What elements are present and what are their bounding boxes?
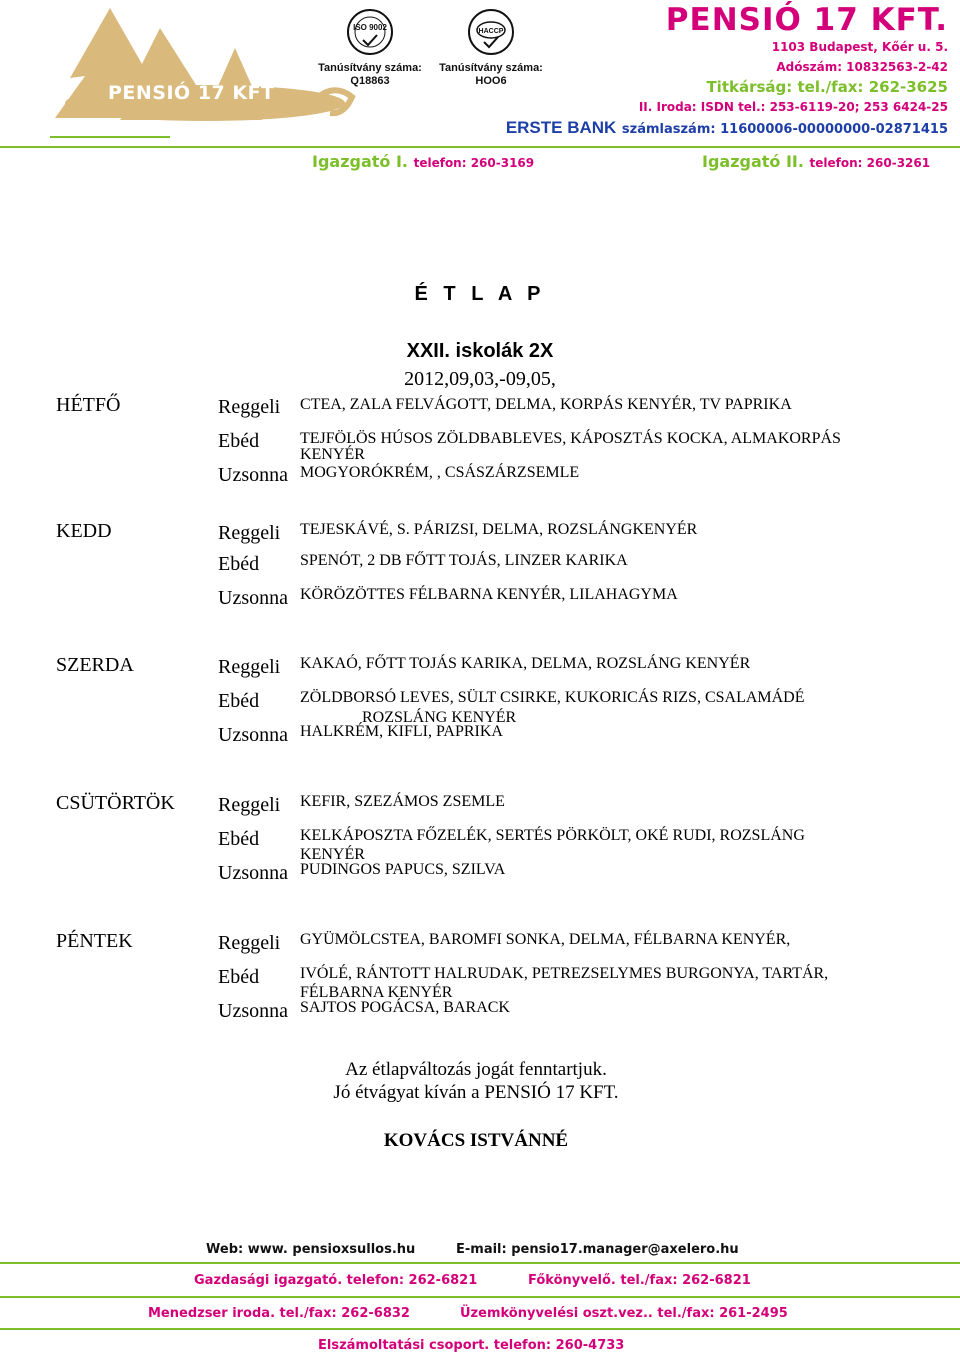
meal-label: Reggeli [218, 656, 281, 678]
footer-accountant: Főkönyvelő. tel./fax: 262-6821 [528, 1273, 751, 1288]
meal-item: KELKÁPOSZTA FŐZELÉK, SERTÉS PÖRKÖLT, OKÉ RUDI, ROZSLÁNG [300, 827, 805, 844]
meal-label: Reggeli [218, 396, 281, 418]
meal-item: ZÖLDBORSÓ LEVES, SÜLT CSIRKE, KUKORICÁS RIZS, CSALAMÁDÉ [300, 689, 805, 706]
footer-econ-director: Gazdasági igazgató. telefon: 262-6821 [194, 1273, 478, 1288]
bon-appetit-note: Jó étvágyat kíván a PENSIÓ 17 KFT. [333, 1082, 619, 1103]
director-1-title: Igazgató I. [312, 152, 409, 171]
haccp-certificate [436, 8, 546, 88]
day-name: SZERDA [56, 654, 134, 676]
meal-label: Reggeli [218, 794, 281, 816]
footer-divider [0, 1296, 960, 1298]
footer-plant-accounting: Üzemkönyvelési oszt.vez.. tel./fax: 261-2495 [460, 1306, 788, 1321]
day-name: HÉTFŐ [56, 394, 121, 416]
meal-item-overflow: ROZSLÁNG KENYÉR [362, 709, 517, 726]
meal-item: PUDINGOS PAPUCS, SZILVA [300, 861, 506, 878]
director-2 [702, 152, 930, 171]
meal-item: KEFIR, SZEZÁMOS ZSEMLE [300, 793, 505, 810]
meal-label: Ebéd [218, 690, 260, 712]
meal-label: Uzsonna [218, 464, 288, 486]
office-phone: II. Iroda: ISDN tel.: 253-6119-20; 253 6424-25 [638, 100, 948, 114]
header-divider [0, 146, 960, 148]
menu-change-note: Az étlapváltozás jogát fenntartjuk. [345, 1059, 607, 1080]
meal-label: Uzsonna [218, 862, 288, 884]
meal-item: MOGYORÓKRÉM, , CSÁSZÁRZSEMLE [300, 464, 580, 481]
footer-billing-group: Elszámoltatási csoport. telefon: 260-4733 [318, 1338, 625, 1353]
meal-item-overflow: KENYÉR [300, 846, 365, 863]
iso-certificate [315, 8, 425, 88]
tax-id: Adószám: 10832563-2-42 [776, 60, 948, 74]
meal-item: CTEA, ZALA FELVÁGOTT, DELMA, KORPÁS KENYÉR, TV PAPRIKA [300, 396, 792, 413]
company-address: 1103 Budapest, Kőér u. 5. [771, 40, 948, 54]
meal-item: SAJTOS POGÁCSA, BARACK [300, 999, 510, 1016]
iso-badge-text: ISO 9002 [353, 23, 387, 32]
meal-label: Ebéd [218, 430, 260, 452]
meal-label: Ebéd [218, 553, 260, 575]
meal-item: HALKRÉM, KIFLI, PAPRIKA [300, 723, 503, 740]
day-name: PÉNTEK [56, 930, 133, 952]
menu-subtitle: XXII. iskolák 2X [406, 340, 554, 362]
bank-info [506, 118, 948, 138]
meal-label: Uzsonna [218, 724, 288, 746]
logo-text: PENSIÓ 17 KFT [108, 82, 275, 104]
footer-divider [0, 1262, 960, 1264]
director-2-title: Igazgató II. [702, 152, 804, 171]
meal-item-overflow: KENYÉR [300, 446, 365, 463]
cert-label: Tanúsítvány száma: [439, 62, 543, 74]
meal-item: TEJFÖLÖS HÚSOS ZÖLDBABLEVES, KÁPOSZTÁS KOCKA, ALMAKORPÁS [300, 430, 841, 447]
cert-number: HOO6 [475, 75, 507, 87]
meal-label: Ebéd [218, 966, 260, 988]
company-name: PENSIÓ 17 KFT. [665, 2, 948, 38]
meal-label: Uzsonna [218, 1000, 288, 1022]
meal-item: KAKAÓ, FŐTT TOJÁS KARIKA, DELMA, ROZSLÁNG KENYÉR [300, 655, 751, 672]
meal-item: GYÜMÖLCSTEA, BAROMFI SONKA, DELMA, FÉLBARNA KENYÉR, [300, 931, 791, 948]
meal-item: TEJESKÁVÉ, S. PÁRIZSI, DELMA, ROZSLÁNGKENYÉR [300, 521, 698, 538]
bank-name: ERSTE BANK [505, 118, 617, 137]
menu-title: É T L A P [414, 283, 546, 305]
bank-account: számlaszám: 11600006-00000000-02871415 [621, 122, 948, 137]
day-name: CSÜTÖRTÖK [56, 792, 175, 814]
signer-name: KOVÁCS ISTVÁNNÉ [383, 1130, 569, 1151]
meal-label: Reggeli [218, 522, 281, 544]
day-name: KEDD [56, 520, 112, 542]
meal-label: Uzsonna [218, 587, 288, 609]
meal-item: IVÓLÉ, RÁNTOTT HALRUDAK, PETREZSELYMES BURGONYA, TARTÁR, [300, 965, 829, 982]
iso-9002-seal-icon [346, 8, 394, 56]
meal-label: Ebéd [218, 828, 260, 850]
footer-divider [0, 1328, 960, 1330]
director-2-phone: telefon: 260-3261 [809, 156, 931, 170]
cert-label: Tanúsítvány száma: [318, 62, 422, 74]
cert-number: Q18863 [350, 75, 390, 87]
footer-manager-office: Menedzser iroda. tel./fax: 262-6832 [148, 1306, 410, 1321]
menu-dates: 2012,09,03,-09,05, [404, 368, 556, 390]
secretariat-phone: Titkárság: tel./fax: 262-3625 [706, 78, 948, 96]
meal-item: SPENÓT, 2 DB FŐTT TOJÁS, LINZER KARIKA [300, 552, 628, 569]
director-1 [312, 152, 534, 171]
footer-email: E-mail: pensio17.manager@axelero.hu [456, 1242, 739, 1257]
footer-web: Web: www. pensioxsullos.hu [206, 1242, 416, 1257]
haccp-seal-icon [467, 8, 515, 56]
director-1-phone: telefon: 260-3169 [413, 156, 535, 170]
meal-item: KÖRÖZÖTTES FÉLBARNA KENYÉR, LILAHAGYMA [300, 586, 678, 603]
meal-label: Reggeli [218, 932, 281, 954]
meal-item-overflow: FÉLBARNA KENYÉR [300, 984, 453, 1001]
haccp-badge-text: HACCP [478, 28, 504, 35]
